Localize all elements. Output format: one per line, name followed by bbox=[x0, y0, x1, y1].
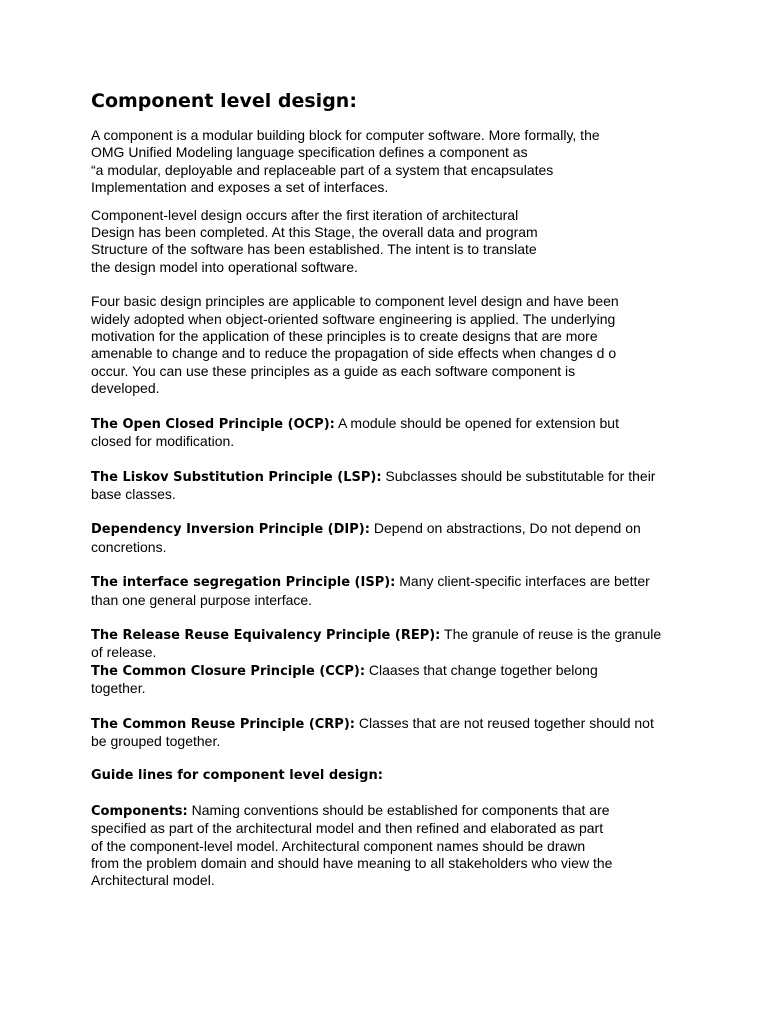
components-paragraph bbox=[91, 802, 691, 890]
text-line: widely adopted when object-oriented software engineering is applied. The underlying bbox=[91, 310, 616, 327]
document-page bbox=[91, 88, 691, 890]
principle-ccp bbox=[91, 662, 691, 698]
principle-description: Depend on abstractions, Do not depend on bbox=[369, 520, 641, 537]
principle-description: Classes that are not reused together should not bbox=[354, 714, 654, 731]
principle-rep bbox=[91, 626, 691, 662]
principle-term: The Release Reuse Equivalency Principle (REP): bbox=[91, 627, 441, 643]
text-line: Implementation and exposes a set of interfaces. bbox=[91, 179, 389, 196]
principle-term: Dependency Inversion Principle (DIP): bbox=[91, 522, 370, 538]
principles-intro-paragraph bbox=[91, 293, 691, 397]
principle-term: The interface segregation Principle (ISP): bbox=[91, 575, 396, 591]
section-heading: Guide lines for component level design: bbox=[91, 768, 383, 784]
principle-description: Subclasses should be substitutable for their bbox=[381, 467, 656, 484]
spacer bbox=[91, 197, 691, 207]
principle-term: The Common Reuse Principle (CRP): bbox=[91, 716, 355, 732]
spacer bbox=[91, 451, 691, 468]
text-line: occur. You can use these principles as a guide as each software component is bbox=[91, 362, 576, 379]
guidelines-heading bbox=[91, 767, 691, 784]
text-line: base classes. bbox=[91, 485, 176, 502]
spacer bbox=[91, 556, 691, 573]
intro-paragraph bbox=[91, 127, 691, 197]
text-line: together. bbox=[91, 680, 146, 697]
text-line: Four basic design principles are applicable to component level design and have been bbox=[91, 293, 619, 310]
text-line: amenable to change and to reduce the propagation of side effects when changes d o bbox=[91, 345, 617, 362]
text-line: closed for modification. bbox=[91, 433, 235, 450]
components-term: Components: bbox=[91, 803, 188, 819]
components-description: Naming conventions should be established for components that are bbox=[187, 801, 610, 818]
principle-description: A module should be opened for extension but bbox=[334, 414, 619, 431]
text-line: Component-level design occurs after the first iteration of architectural bbox=[91, 206, 519, 223]
principle-isp bbox=[91, 573, 691, 609]
text-line: of release. bbox=[91, 644, 157, 661]
design-phase-paragraph bbox=[91, 207, 691, 277]
text-line: Design has been completed. At this Stage, the overall data and program bbox=[91, 224, 538, 241]
principle-term: The Open Closed Principle (OCP): bbox=[91, 416, 335, 432]
spacer bbox=[91, 750, 691, 767]
principle-crp bbox=[91, 715, 691, 751]
text-line: developed. bbox=[91, 380, 160, 397]
principle-description: Claases that change together belong bbox=[365, 661, 598, 678]
text-line: the design model into operational software. bbox=[91, 258, 358, 275]
text-line: concretions. bbox=[91, 538, 167, 555]
principle-dip bbox=[91, 520, 691, 556]
principle-description: Many client-specific interfaces are better bbox=[395, 573, 650, 590]
principle-term: The Liskov Substitution Principle (LSP): bbox=[91, 469, 382, 485]
principle-ocp bbox=[91, 415, 691, 451]
text-line: specified as part of the architectural model and then refined and elaborated as part bbox=[91, 820, 604, 837]
text-line: be grouped together. bbox=[91, 732, 221, 749]
principle-term: The Common Closure Principle (CCP): bbox=[91, 663, 366, 679]
text-line: from the problem domain and should have meaning to all stakeholders who view the bbox=[91, 855, 613, 871]
text-line: than one general purpose interface. bbox=[91, 591, 313, 608]
text-line: of the component-level model. Architectural component names should be drawn bbox=[91, 837, 586, 854]
text-line: Structure of the software has been established. The intent is to translate bbox=[91, 241, 537, 258]
spacer bbox=[91, 398, 691, 415]
text-line: OMG Unified Modeling language specification defines a component as bbox=[91, 144, 528, 161]
page-title: Component level design: bbox=[91, 90, 357, 112]
text-line: motivation for the application of these principles is to create designs that are more bbox=[91, 328, 598, 345]
principle-description: The granule of reuse is the granule bbox=[440, 625, 662, 642]
text-line: A component is a modular building block for computer software. More formally, the bbox=[91, 127, 600, 143]
spacer bbox=[91, 698, 691, 715]
spacer bbox=[91, 276, 691, 293]
text-line: “a modular, deployable and replaceable part of a system that encapsulates bbox=[91, 161, 554, 178]
spacer bbox=[91, 503, 691, 520]
principle-lsp bbox=[91, 468, 691, 504]
spacer bbox=[91, 609, 691, 626]
spacer bbox=[91, 785, 691, 802]
text-line: Architectural model. bbox=[91, 872, 215, 889]
